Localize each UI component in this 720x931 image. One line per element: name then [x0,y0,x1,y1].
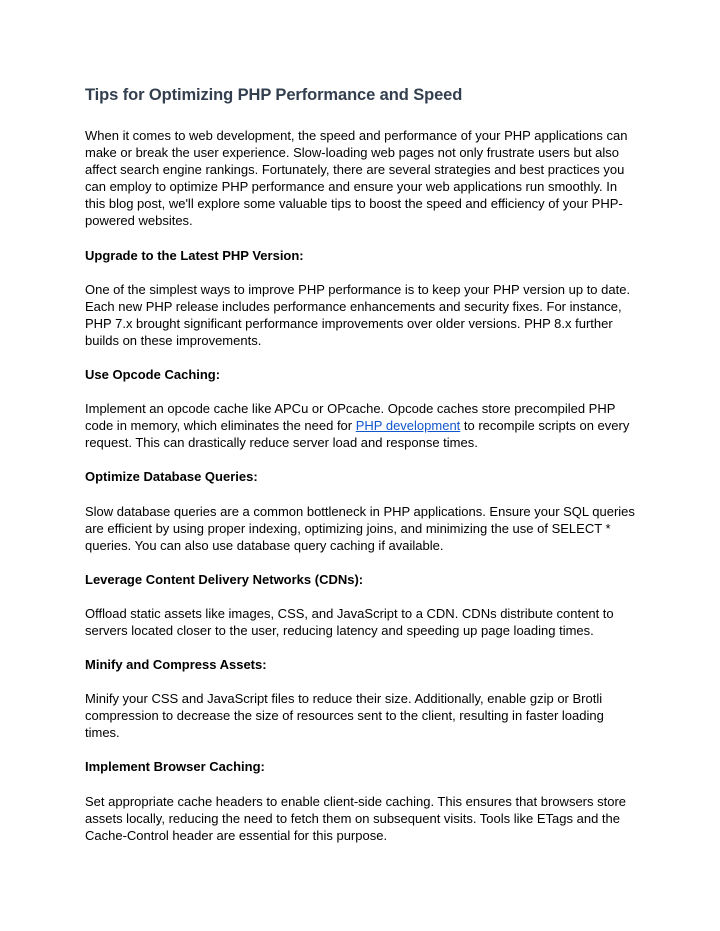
section-heading-opcode-caching: Use Opcode Caching: [85,367,221,383]
section-body-browser-caching: Set appropriate cache headers to enable client-side caching. This ensures that browsers store assets locally, reducing the need to fetch them on subsequent visits. Tools like ETags and the Cache-Control header are essential for this purpose. [85,793,627,843]
section-body-database-queries: Slow database queries are a common bottleneck in PHP applications. Ensure your SQL queries are efficient by using proper indexing, optimizing joins, and minimizing the use of SELECT * queries. You can also use database query caching if available. [85,503,635,553]
section-body-minify-compress: Minify your CSS and JavaScript files to reduce their size. Additionally, enable gzip or Brotli compression to decrease the size of resources sent to the client, resulting in faster loading times. [85,691,604,741]
document-title: Tips for Optimizing PHP Performance and Speed [85,86,463,104]
section-heading-minify-compress: Minify and Compress Assets: [85,657,267,673]
section-body-upgrade-php: One of the simplest ways to improve PHP performance is to keep your PHP version up to date. Each new PHP release includes performance enhancements and security fixes. For instance, PHP 7.x brought significant performance improvements over older versions. PHP 8.x further builds on these improvements. [85,281,631,348]
section-heading-cdn: Leverage Content Delivery Networks (CDNs): [85,571,364,587]
section-heading-database-queries: Optimize Database Queries: [85,469,258,485]
intro-paragraph: When it comes to web development, the speed and performance of your PHP applications can make or break the user experience. Slow-loading web pages not only frustrate users but also affect search engine rankings. Fortunately, there are several strategies and best practices you can employ to optimize PHP performance and ensure your web applications run smoothly. In this blog post, we'll explore some valuable tips to boost the speed and efficiency of your PHP-powered websites. [85,128,628,229]
section-heading-browser-caching: Implement Browser Caching: [85,759,265,775]
php-development-link[interactable]: PHP development [355,418,461,434]
opcode-text-before-link: Implement an opcode cache like APCu or OPcache. Opcode caches store precompiled PHP code in memory, which eliminates the need for [85,401,616,434]
section-body-cdn: Offload static assets like images, CSS, and JavaScript to a CDN. CDNs distribute content to servers located closer to the user, reducing latency and speeding up page loading times. [85,605,614,638]
section-heading-upgrade-php: Upgrade to the Latest PHP Version: [85,247,304,263]
opcode-text-after-link: to recompile scripts on every request. This can drastically reduce server load and response times. [85,418,630,451]
section-body-opcode-caching [85,400,640,451]
document-page [85,84,640,861]
